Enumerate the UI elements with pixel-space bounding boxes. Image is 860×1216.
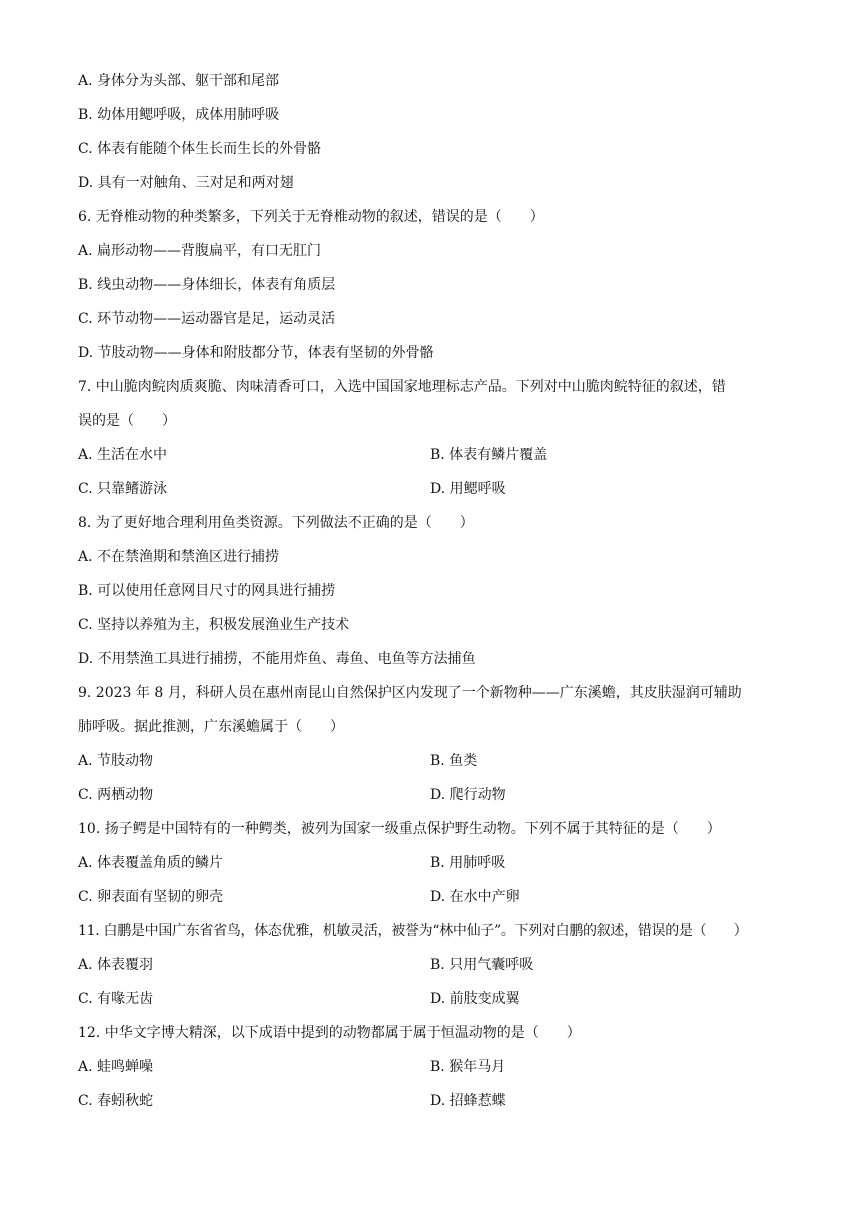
q10-option-d: D. 在水中产卵 [430,889,520,905]
q10-option-c: C. 卵表面有坚韧的卵壳 [78,889,224,905]
q10-option-a: A. 体表覆盖角质的鳞片 [78,855,224,871]
q6-option-d: D. 节肢动物——身体和附肢都分节，体表有坚韧的外骨骼 [78,345,434,361]
q7-option-b: B. 体表有鳞片覆盖 [430,447,548,463]
q11-option-c: C. 有喙无齿 [78,991,154,1007]
q5-option-a: A. 身体分为头部、躯干部和尾部 [78,73,280,89]
q8-option-a: A. 不在禁渔期和禁渔区进行捕捞 [78,549,280,565]
q8-option-b: B. 可以使用任意网目尺寸的网具进行捕捞 [78,583,336,599]
q5-option-c: C. 体表有能随个体生长而生长的外骨骼 [78,141,322,157]
q8-stem: 8. 为了更好地合理利用鱼类资源。下列做法不正确的是（ ） [78,515,474,531]
q7-stem: 7. 中山脆肉鲩肉质爽脆、肉味清香可口，入选中国国家地理标志产品。下列对中山脆肉鲩特征的叙述，错 [78,379,726,395]
q11-option-a: A. 体表覆羽 [78,957,154,973]
q12-stem: 12. 中华文字博大精深，以下成语中提到的动物都属于属于恒温动物的是（ ） [78,1025,581,1041]
q11-option-d: D. 前肢变成翼 [430,991,520,1007]
q6-option-a: A. 扁形动物——背腹扁平，有口无肛门 [78,243,322,259]
q10-option-b: B. 用肺呼吸 [430,855,506,871]
q7-option-c: C. 只靠鳍游泳 [78,481,168,497]
q7-option-d: D. 用鳃呼吸 [430,481,506,497]
q6-option-c: C. 环节动物——运动器官是足，运动灵活 [78,311,336,327]
q11-stem: 11. 白鹏是中国广东省省鸟，体态优雅，机敏灵活，被誉为“林中仙子”。下列对白鹏的叙述，错误的是（ ） [78,923,748,939]
q6-option-b: B. 线虫动物——身体细长，体表有角质层 [78,277,336,293]
q12-option-d: D. 招蜂惹蝶 [430,1093,506,1109]
q12-option-c: C. 春蚓秋蛇 [78,1093,154,1109]
q9-option-d: D. 爬行动物 [430,787,506,803]
q8-option-d: D. 不用禁渔工具进行捕捞，不能用炸鱼、毒鱼、电鱼等方法捕鱼 [78,651,476,667]
q9-stem: 9. 2023 年 8 月，科研人员在惠州南昆山自然保护区内发现了一个新物种——广东溪蟾，其皮肤湿润可辅助 [78,685,742,701]
q6-stem: 6. 无脊椎动物的种类繁多，下列关于无脊椎动物的叙述，错误的是（ ） [78,209,544,225]
q9-option-c: C. 两栖动物 [78,787,154,803]
q7-stem-cont: 误的是（ ） [78,413,176,429]
q10-stem: 10. 扬子鳄是中国特有的一种鳄类，被列为国家一级重点保护野生动物。下列不属于其特征的是（ ） [78,821,721,837]
q11-option-b: B. 只用气囊呼吸 [430,957,534,973]
q8-option-c: C. 坚持以养殖为主，积极发展渔业生产技术 [78,617,350,633]
q5-option-d: D. 具有一对触角、三对足和两对翅 [78,175,294,191]
q9-option-a: A. 节肢动物 [78,753,154,769]
q12-option-a: A. 蛙鸣蝉噪 [78,1059,154,1075]
q5-option-b: B. 幼体用鳃呼吸，成体用肺呼吸 [78,107,280,123]
q9-stem-cont: 肺呼吸。据此推测，广东溪蟾属于（ ） [78,719,344,735]
q7-option-a: A. 生活在水中 [78,447,168,463]
q12-option-b: B. 猴年马月 [430,1059,506,1075]
q9-option-b: B. 鱼类 [430,753,478,769]
